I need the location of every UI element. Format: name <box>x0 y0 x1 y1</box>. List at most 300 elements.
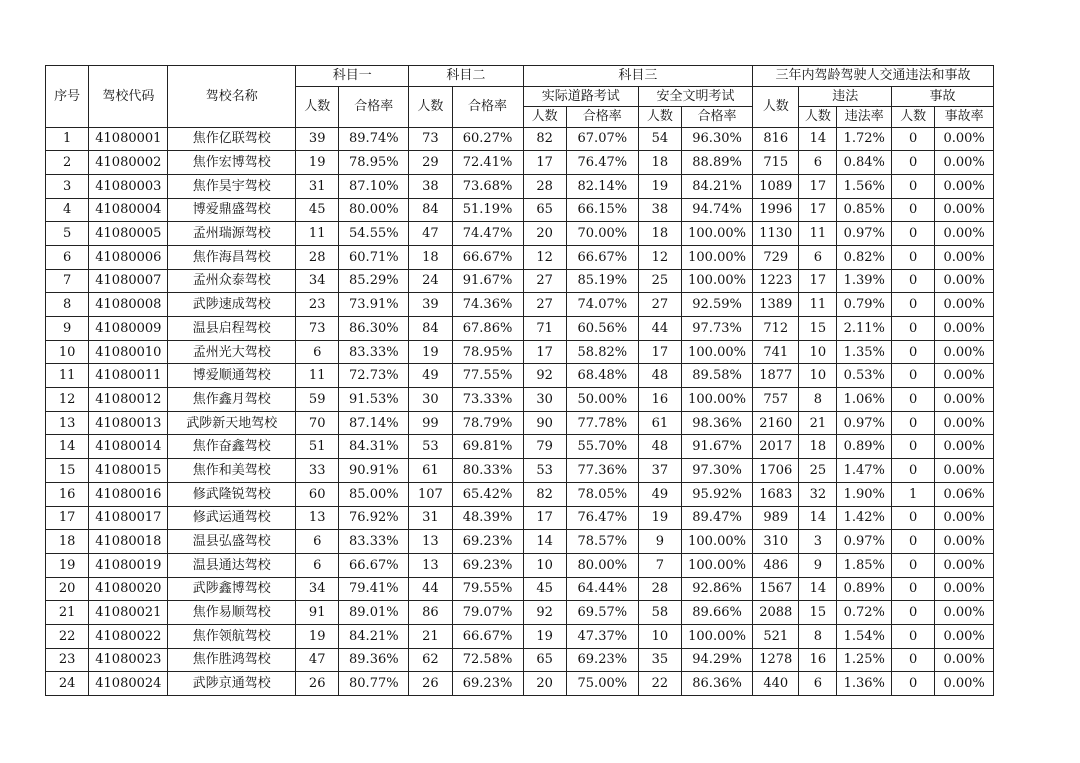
cell-seq: 12 <box>46 388 89 412</box>
cell-violation-count: 11 <box>799 293 837 317</box>
cell-s1-pass-rate: 66.67% <box>339 553 409 577</box>
cell-road-count: 82 <box>523 482 566 506</box>
cell-seq: 19 <box>46 553 89 577</box>
cell-s1-pass-rate: 73.91% <box>339 293 409 317</box>
cell-s1-pass-rate: 80.00% <box>339 198 409 222</box>
cell-drivers-count: 1130 <box>753 222 799 246</box>
header-subject1: 科目一 <box>296 66 409 87</box>
cell-violation-rate: 0.79% <box>837 293 892 317</box>
cell-road-count: 53 <box>523 459 566 483</box>
cell-s1-count: 23 <box>296 293 339 317</box>
cell-school-code: 41080001 <box>89 127 168 151</box>
cell-safety-pass-rate: 97.73% <box>682 317 753 341</box>
cell-drivers-count: 2088 <box>753 601 799 625</box>
cell-safety-count: 18 <box>638 222 681 246</box>
cell-s1-count: 60 <box>296 482 339 506</box>
cell-s2-count: 26 <box>409 672 452 696</box>
cell-seq: 8 <box>46 293 89 317</box>
cell-violation-rate: 2.11% <box>837 317 892 341</box>
cell-violation-count: 3 <box>799 530 837 554</box>
cell-drivers-count: 310 <box>753 530 799 554</box>
cell-drivers-count: 1567 <box>753 577 799 601</box>
cell-school-code: 41080017 <box>89 506 168 530</box>
cell-accident-rate: 0.00% <box>935 245 994 269</box>
cell-road-pass-rate: 66.67% <box>566 245 638 269</box>
cell-s2-count: 84 <box>409 317 452 341</box>
cell-violation-rate: 0.85% <box>837 198 892 222</box>
cell-seq: 16 <box>46 482 89 506</box>
cell-drivers-count: 1996 <box>753 198 799 222</box>
cell-school-code: 41080006 <box>89 245 168 269</box>
cell-accident-count: 0 <box>892 340 935 364</box>
table-row <box>46 317 994 341</box>
cell-violation-rate: 1.06% <box>837 388 892 412</box>
cell-school-name: 焦作昊宇驾校 <box>168 174 296 198</box>
cell-s2-count: 53 <box>409 435 452 459</box>
cell-safety-pass-rate: 96.30% <box>682 127 753 151</box>
cell-s1-count: 59 <box>296 388 339 412</box>
cell-accident-count: 1 <box>892 482 935 506</box>
cell-school-name: 焦作宏博驾校 <box>168 151 296 175</box>
cell-violation-count: 11 <box>799 222 837 246</box>
cell-seq: 3 <box>46 174 89 198</box>
cell-drivers-count: 521 <box>753 624 799 648</box>
cell-s2-pass-rate: 79.07% <box>452 601 523 625</box>
cell-violation-rate: 1.39% <box>837 269 892 293</box>
cell-school-code: 41080002 <box>89 151 168 175</box>
cell-s2-pass-rate: 48.39% <box>452 506 523 530</box>
cell-violation-count: 32 <box>799 482 837 506</box>
cell-s2-count: 30 <box>409 388 452 412</box>
cell-accident-rate: 0.00% <box>935 127 994 151</box>
cell-s1-count: 19 <box>296 624 339 648</box>
cell-safety-pass-rate: 100.00% <box>682 553 753 577</box>
cell-s2-count: 31 <box>409 506 452 530</box>
cell-drivers-count: 816 <box>753 127 799 151</box>
cell-accident-count: 0 <box>892 672 935 696</box>
cell-road-pass-rate: 60.56% <box>566 317 638 341</box>
cell-safety-pass-rate: 89.58% <box>682 364 753 388</box>
cell-violation-count: 14 <box>799 577 837 601</box>
cell-road-count: 79 <box>523 435 566 459</box>
cell-s1-pass-rate: 78.95% <box>339 151 409 175</box>
cell-accident-count: 0 <box>892 269 935 293</box>
cell-s1-pass-rate: 89.01% <box>339 601 409 625</box>
cell-road-pass-rate: 68.48% <box>566 364 638 388</box>
table-row <box>46 553 994 577</box>
cell-violation-rate: 0.97% <box>837 222 892 246</box>
cell-school-name: 博爱鼎盛驾校 <box>168 198 296 222</box>
cell-seq: 14 <box>46 435 89 459</box>
cell-violation-count: 17 <box>799 269 837 293</box>
cell-s1-pass-rate: 89.74% <box>339 127 409 151</box>
cell-s2-pass-rate: 72.41% <box>452 151 523 175</box>
cell-drivers-count: 712 <box>753 317 799 341</box>
table-row <box>46 388 994 412</box>
cell-violation-count: 6 <box>799 672 837 696</box>
table-row <box>46 506 994 530</box>
cell-violation-rate: 0.53% <box>837 364 892 388</box>
cell-school-code: 41080022 <box>89 624 168 648</box>
cell-safety-pass-rate: 100.00% <box>682 340 753 364</box>
cell-violation-count: 14 <box>799 506 837 530</box>
cell-school-code: 41080009 <box>89 317 168 341</box>
cell-s1-count: 34 <box>296 577 339 601</box>
cell-road-pass-rate: 76.47% <box>566 151 638 175</box>
cell-seq: 1 <box>46 127 89 151</box>
header-violation-count: 人数 <box>799 107 837 128</box>
cell-accident-count: 0 <box>892 174 935 198</box>
header-seq: 序号 <box>46 66 89 128</box>
cell-road-count: 10 <box>523 553 566 577</box>
cell-s2-count: 24 <box>409 269 452 293</box>
cell-safety-pass-rate: 89.47% <box>682 506 753 530</box>
cell-safety-count: 35 <box>638 648 681 672</box>
table-row <box>46 672 994 696</box>
cell-safety-pass-rate: 91.67% <box>682 435 753 459</box>
cell-s1-pass-rate: 79.41% <box>339 577 409 601</box>
cell-drivers-count: 1089 <box>753 174 799 198</box>
cell-violation-rate: 0.97% <box>837 530 892 554</box>
table-row <box>46 435 994 459</box>
cell-violation-count: 8 <box>799 388 837 412</box>
cell-s2-pass-rate: 72.58% <box>452 648 523 672</box>
cell-s1-count: 11 <box>296 222 339 246</box>
cell-road-pass-rate: 76.47% <box>566 506 638 530</box>
cell-s1-pass-rate: 76.92% <box>339 506 409 530</box>
cell-safety-pass-rate: 100.00% <box>682 624 753 648</box>
cell-s2-pass-rate: 69.23% <box>452 530 523 554</box>
cell-s1-pass-rate: 91.53% <box>339 388 409 412</box>
cell-accident-rate: 0.00% <box>935 506 994 530</box>
cell-safety-count: 58 <box>638 601 681 625</box>
cell-accident-count: 0 <box>892 435 935 459</box>
cell-seq: 17 <box>46 506 89 530</box>
cell-safety-count: 49 <box>638 482 681 506</box>
cell-school-name: 焦作奋鑫驾校 <box>168 435 296 459</box>
cell-s2-pass-rate: 67.86% <box>452 317 523 341</box>
cell-s1-count: 51 <box>296 435 339 459</box>
cell-drivers-count: 1278 <box>753 648 799 672</box>
cell-accident-rate: 0.00% <box>935 577 994 601</box>
cell-violation-count: 15 <box>799 601 837 625</box>
cell-s1-pass-rate: 83.33% <box>339 340 409 364</box>
cell-drivers-count: 2017 <box>753 435 799 459</box>
header-violation-rate: 违法率 <box>837 107 892 128</box>
table-row <box>46 293 994 317</box>
cell-safety-pass-rate: 100.00% <box>682 222 753 246</box>
cell-school-name: 焦作亿联驾校 <box>168 127 296 151</box>
cell-drivers-count: 1223 <box>753 269 799 293</box>
cell-accident-rate: 0.00% <box>935 174 994 198</box>
cell-s1-pass-rate: 89.36% <box>339 648 409 672</box>
cell-road-pass-rate: 77.36% <box>566 459 638 483</box>
cell-s1-pass-rate: 85.00% <box>339 482 409 506</box>
cell-school-code: 41080011 <box>89 364 168 388</box>
table-row <box>46 648 994 672</box>
cell-seq: 9 <box>46 317 89 341</box>
cell-safety-count: 37 <box>638 459 681 483</box>
cell-violation-count: 25 <box>799 459 837 483</box>
cell-accident-rate: 0.00% <box>935 672 994 696</box>
cell-school-code: 41080005 <box>89 222 168 246</box>
cell-violation-rate: 0.72% <box>837 601 892 625</box>
cell-s2-count: 39 <box>409 293 452 317</box>
cell-drivers-count: 715 <box>753 151 799 175</box>
cell-seq: 10 <box>46 340 89 364</box>
cell-violation-count: 17 <box>799 198 837 222</box>
cell-seq: 15 <box>46 459 89 483</box>
cell-school-name: 修武隆锐驾校 <box>168 482 296 506</box>
cell-s2-count: 18 <box>409 245 452 269</box>
cell-drivers-count: 1683 <box>753 482 799 506</box>
cell-accident-rate: 0.06% <box>935 482 994 506</box>
cell-s2-pass-rate: 66.67% <box>452 624 523 648</box>
cell-road-pass-rate: 47.37% <box>566 624 638 648</box>
cell-violation-count: 10 <box>799 340 837 364</box>
cell-school-code: 41080023 <box>89 648 168 672</box>
cell-school-name: 温县启程驾校 <box>168 317 296 341</box>
cell-school-code: 41080003 <box>89 174 168 198</box>
cell-school-name: 焦作海昌驾校 <box>168 245 296 269</box>
cell-school-name: 温县弘盛驾校 <box>168 530 296 554</box>
cell-s1-count: 31 <box>296 174 339 198</box>
cell-school-name: 焦作易顺驾校 <box>168 601 296 625</box>
cell-road-pass-rate: 80.00% <box>566 553 638 577</box>
cell-accident-count: 0 <box>892 459 935 483</box>
cell-s2-pass-rate: 74.47% <box>452 222 523 246</box>
cell-accident-rate: 0.00% <box>935 364 994 388</box>
header-s1-pass-rate: 合格率 <box>339 86 409 127</box>
cell-violation-rate: 0.84% <box>837 151 892 175</box>
cell-road-count: 17 <box>523 151 566 175</box>
cell-s2-count: 62 <box>409 648 452 672</box>
cell-s1-pass-rate: 86.30% <box>339 317 409 341</box>
cell-safety-pass-rate: 97.30% <box>682 459 753 483</box>
cell-safety-pass-rate: 92.86% <box>682 577 753 601</box>
header-subject2: 科目二 <box>409 66 523 87</box>
cell-accident-rate: 0.00% <box>935 293 994 317</box>
cell-violation-count: 15 <box>799 317 837 341</box>
cell-accident-rate: 0.00% <box>935 411 994 435</box>
table-row <box>46 222 994 246</box>
cell-accident-rate: 0.00% <box>935 317 994 341</box>
cell-road-pass-rate: 77.78% <box>566 411 638 435</box>
cell-safety-count: 48 <box>638 435 681 459</box>
cell-s2-count: 107 <box>409 482 452 506</box>
table-row <box>46 411 994 435</box>
table-row <box>46 245 994 269</box>
cell-school-code: 41080010 <box>89 340 168 364</box>
cell-safety-pass-rate: 88.89% <box>682 151 753 175</box>
header-s2-count: 人数 <box>409 86 452 127</box>
cell-safety-count: 48 <box>638 364 681 388</box>
table-row <box>46 530 994 554</box>
cell-seq: 24 <box>46 672 89 696</box>
cell-accident-rate: 0.00% <box>935 269 994 293</box>
cell-accident-rate: 0.00% <box>935 648 994 672</box>
cell-drivers-count: 440 <box>753 672 799 696</box>
header-accident-count: 人数 <box>892 107 935 128</box>
cell-school-code: 41080018 <box>89 530 168 554</box>
cell-s2-count: 29 <box>409 151 452 175</box>
cell-s2-count: 86 <box>409 601 452 625</box>
cell-s2-count: 73 <box>409 127 452 151</box>
cell-safety-count: 25 <box>638 269 681 293</box>
cell-s2-pass-rate: 80.33% <box>452 459 523 483</box>
cell-s2-pass-rate: 51.19% <box>452 198 523 222</box>
cell-safety-pass-rate: 86.36% <box>682 672 753 696</box>
header-s1-count: 人数 <box>296 86 339 127</box>
table-row <box>46 151 994 175</box>
header-drivers-count: 人数 <box>753 86 799 127</box>
cell-school-code: 41080012 <box>89 388 168 412</box>
cell-accident-count: 0 <box>892 530 935 554</box>
cell-s1-pass-rate: 85.29% <box>339 269 409 293</box>
cell-s1-pass-rate: 60.71% <box>339 245 409 269</box>
cell-road-pass-rate: 75.00% <box>566 672 638 696</box>
cell-s1-pass-rate: 87.10% <box>339 174 409 198</box>
header-s2-pass-rate: 合格率 <box>452 86 523 127</box>
cell-violation-count: 16 <box>799 648 837 672</box>
cell-seq: 11 <box>46 364 89 388</box>
cell-s2-count: 38 <box>409 174 452 198</box>
cell-school-code: 41080024 <box>89 672 168 696</box>
cell-violation-rate: 1.56% <box>837 174 892 198</box>
header-road-test: 实际道路考试 <box>523 86 638 107</box>
cell-s2-pass-rate: 79.55% <box>452 577 523 601</box>
cell-drivers-count: 757 <box>753 388 799 412</box>
cell-school-code: 41080020 <box>89 577 168 601</box>
cell-accident-rate: 0.00% <box>935 601 994 625</box>
cell-s2-count: 84 <box>409 198 452 222</box>
cell-drivers-count: 741 <box>753 340 799 364</box>
cell-school-name: 温县通达驾校 <box>168 553 296 577</box>
cell-road-count: 71 <box>523 317 566 341</box>
cell-violation-rate: 1.25% <box>837 648 892 672</box>
cell-safety-count: 18 <box>638 151 681 175</box>
cell-accident-count: 0 <box>892 648 935 672</box>
cell-violation-rate: 1.42% <box>837 506 892 530</box>
cell-seq: 7 <box>46 269 89 293</box>
cell-s2-count: 47 <box>409 222 452 246</box>
table-row <box>46 269 994 293</box>
cell-school-code: 41080008 <box>89 293 168 317</box>
cell-accident-rate: 0.00% <box>935 388 994 412</box>
cell-violation-rate: 1.36% <box>837 672 892 696</box>
cell-drivers-count: 729 <box>753 245 799 269</box>
cell-safety-pass-rate: 92.59% <box>682 293 753 317</box>
cell-road-pass-rate: 58.82% <box>566 340 638 364</box>
cell-road-pass-rate: 50.00% <box>566 388 638 412</box>
cell-road-pass-rate: 64.44% <box>566 577 638 601</box>
cell-drivers-count: 1389 <box>753 293 799 317</box>
cell-accident-count: 0 <box>892 151 935 175</box>
header-violation: 违法 <box>799 86 892 107</box>
cell-violation-rate: 0.82% <box>837 245 892 269</box>
cell-s1-pass-rate: 84.21% <box>339 624 409 648</box>
cell-road-pass-rate: 69.23% <box>566 648 638 672</box>
cell-violation-rate: 0.89% <box>837 435 892 459</box>
cell-s1-pass-rate: 84.31% <box>339 435 409 459</box>
cell-drivers-count: 2160 <box>753 411 799 435</box>
cell-s1-count: 73 <box>296 317 339 341</box>
cell-seq: 22 <box>46 624 89 648</box>
cell-road-count: 92 <box>523 601 566 625</box>
cell-violation-rate: 1.72% <box>837 127 892 151</box>
cell-s1-pass-rate: 72.73% <box>339 364 409 388</box>
cell-drivers-count: 486 <box>753 553 799 577</box>
cell-violation-count: 9 <box>799 553 837 577</box>
cell-road-pass-rate: 78.05% <box>566 482 638 506</box>
cell-safety-pass-rate: 100.00% <box>682 388 753 412</box>
cell-s2-pass-rate: 60.27% <box>452 127 523 151</box>
cell-school-name: 武陟新天地驾校 <box>168 411 296 435</box>
header-accident-rate: 事故率 <box>935 107 994 128</box>
cell-road-count: 27 <box>523 293 566 317</box>
cell-school-name: 孟州众泰驾校 <box>168 269 296 293</box>
cell-safety-count: 44 <box>638 317 681 341</box>
cell-school-code: 41080004 <box>89 198 168 222</box>
cell-s1-count: 11 <box>296 364 339 388</box>
cell-drivers-count: 1706 <box>753 459 799 483</box>
cell-s1-pass-rate: 54.55% <box>339 222 409 246</box>
cell-s1-count: 13 <box>296 506 339 530</box>
cell-seq: 21 <box>46 601 89 625</box>
cell-accident-count: 0 <box>892 577 935 601</box>
cell-road-count: 12 <box>523 245 566 269</box>
cell-seq: 5 <box>46 222 89 246</box>
cell-s2-count: 44 <box>409 577 452 601</box>
cell-s2-count: 61 <box>409 459 452 483</box>
cell-s2-pass-rate: 73.33% <box>452 388 523 412</box>
cell-safety-pass-rate: 84.21% <box>682 174 753 198</box>
cell-road-count: 17 <box>523 340 566 364</box>
cell-safety-pass-rate: 95.92% <box>682 482 753 506</box>
cell-s2-pass-rate: 69.23% <box>452 672 523 696</box>
cell-school-code: 41080016 <box>89 482 168 506</box>
cell-accident-count: 0 <box>892 553 935 577</box>
cell-seq: 2 <box>46 151 89 175</box>
cell-s1-count: 6 <box>296 340 339 364</box>
cell-s1-count: 28 <box>296 245 339 269</box>
header-road-count: 人数 <box>523 107 566 128</box>
table-row <box>46 174 994 198</box>
cell-safety-count: 22 <box>638 672 681 696</box>
cell-accident-rate: 0.00% <box>935 530 994 554</box>
cell-accident-count: 0 <box>892 624 935 648</box>
cell-accident-rate: 0.00% <box>935 198 994 222</box>
cell-s1-count: 34 <box>296 269 339 293</box>
cell-violation-count: 18 <box>799 435 837 459</box>
cell-road-pass-rate: 74.07% <box>566 293 638 317</box>
cell-s2-pass-rate: 77.55% <box>452 364 523 388</box>
cell-s2-pass-rate: 69.81% <box>452 435 523 459</box>
cell-accident-rate: 0.00% <box>935 553 994 577</box>
cell-school-code: 41080013 <box>89 411 168 435</box>
cell-violation-count: 8 <box>799 624 837 648</box>
header-safety-pass-rate: 合格率 <box>682 107 753 128</box>
cell-school-name: 焦作鑫月驾校 <box>168 388 296 412</box>
cell-seq: 6 <box>46 245 89 269</box>
cell-violation-rate: 1.90% <box>837 482 892 506</box>
cell-violation-rate: 1.85% <box>837 553 892 577</box>
cell-safety-count: 27 <box>638 293 681 317</box>
cell-violation-count: 10 <box>799 364 837 388</box>
cell-s1-count: 91 <box>296 601 339 625</box>
cell-accident-rate: 0.00% <box>935 340 994 364</box>
cell-s1-count: 19 <box>296 151 339 175</box>
